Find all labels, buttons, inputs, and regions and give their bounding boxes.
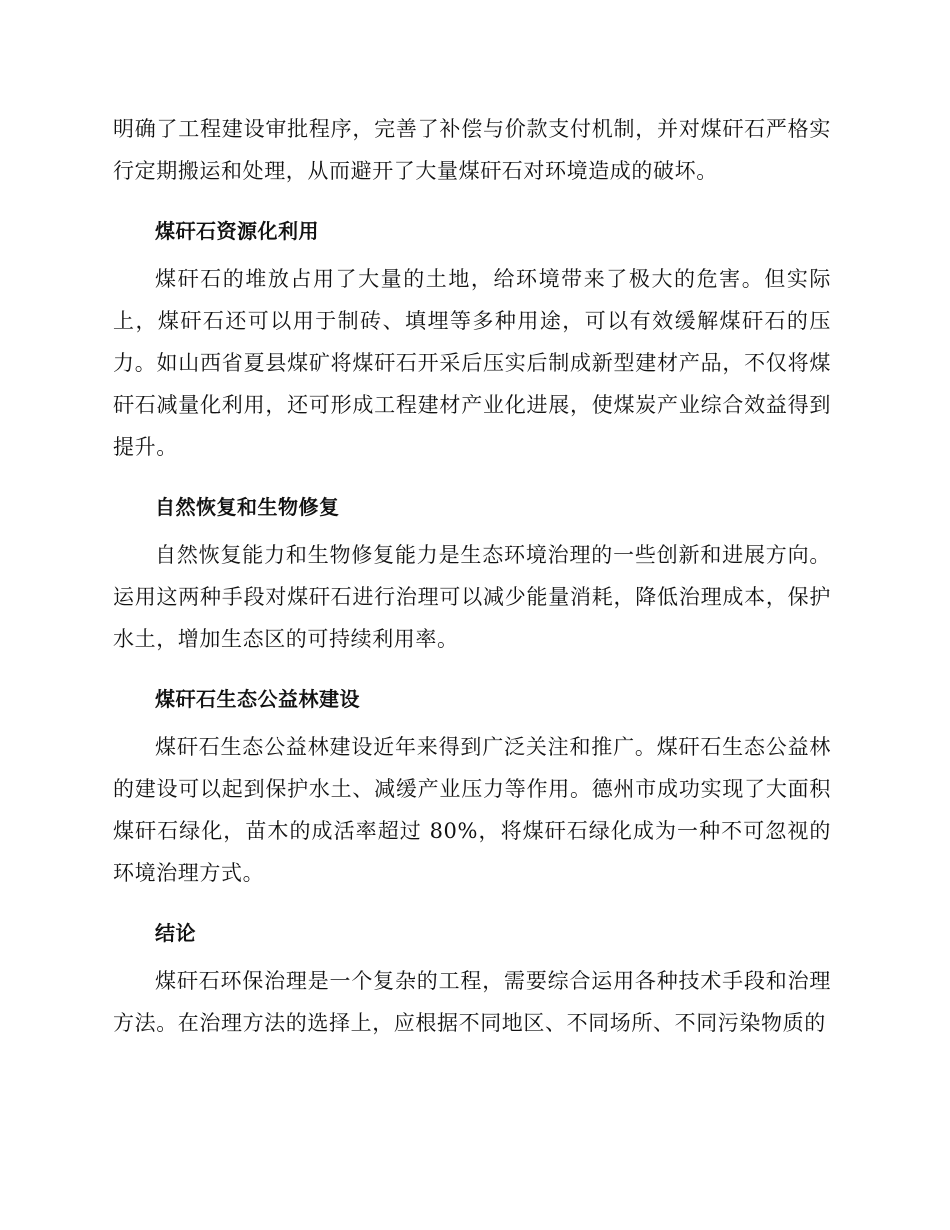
section-spacer — [113, 660, 831, 668]
section-paragraph-natural-recovery: 自然恢复能力和生物修复能力是生态环境治理的一些创新和进展方向。运用这两种手段对煤矸石进行治理可以减少能量消耗，降低治理成本，保护水土，增加生态区的可持续利用率。 — [113, 543, 831, 651]
document-body — [113, 108, 831, 1044]
section-heading-natural-recovery: 自然恢复和生物修复 — [155, 495, 340, 519]
section-spacer — [113, 192, 831, 200]
section-heading-resource-utilization: 煤矸石资源化利用 — [155, 219, 319, 243]
section-spacer — [113, 894, 831, 902]
section-paragraph-resource-utilization: 煤矸石的堆放占用了大量的土地，给环境带来了极大的危害。但实际上，煤矸石还可以用于制砖、填埋等多种用途，可以有效缓解煤矸石的压力。如山西省夏县煤矿将煤矸石开采后压实后制成新型建材产品，不仅将煤矸石减量化利用，还可形成工程建材产业化进展，使煤炭产业综合效益得到提升。 — [113, 267, 831, 459]
section-spacer — [113, 468, 831, 476]
intro-paragraph: 明确了工程建设审批程序，完善了补偿与价款支付机制，并对煤矸石严格实行定期搬运和处理，从而避开了大量煤矸石对环境造成的破坏。 — [113, 117, 831, 183]
section-paragraph-conclusion: 煤矸石环保治理是一个复杂的工程，需要综合运用各种技术手段和治理方法。在治理方法的选择上，应根据不同地区、不同场所、不同污染物质的 — [113, 969, 831, 1035]
section-paragraph-ecological-forest: 煤矸石生态公益林建设近年来得到广泛关注和推广。煤矸石生态公益林的建设可以起到保护水土、减缓产业压力等作用。德州市成功实现了大面积煤矸石绿化，苗木的成活率超过 80%，将煤矸石绿化成为一种不可忽视的环境治理方式。 — [113, 735, 831, 885]
section-heading-conclusion: 结论 — [155, 921, 196, 945]
section-heading-ecological-forest: 煤矸石生态公益林建设 — [155, 687, 360, 711]
